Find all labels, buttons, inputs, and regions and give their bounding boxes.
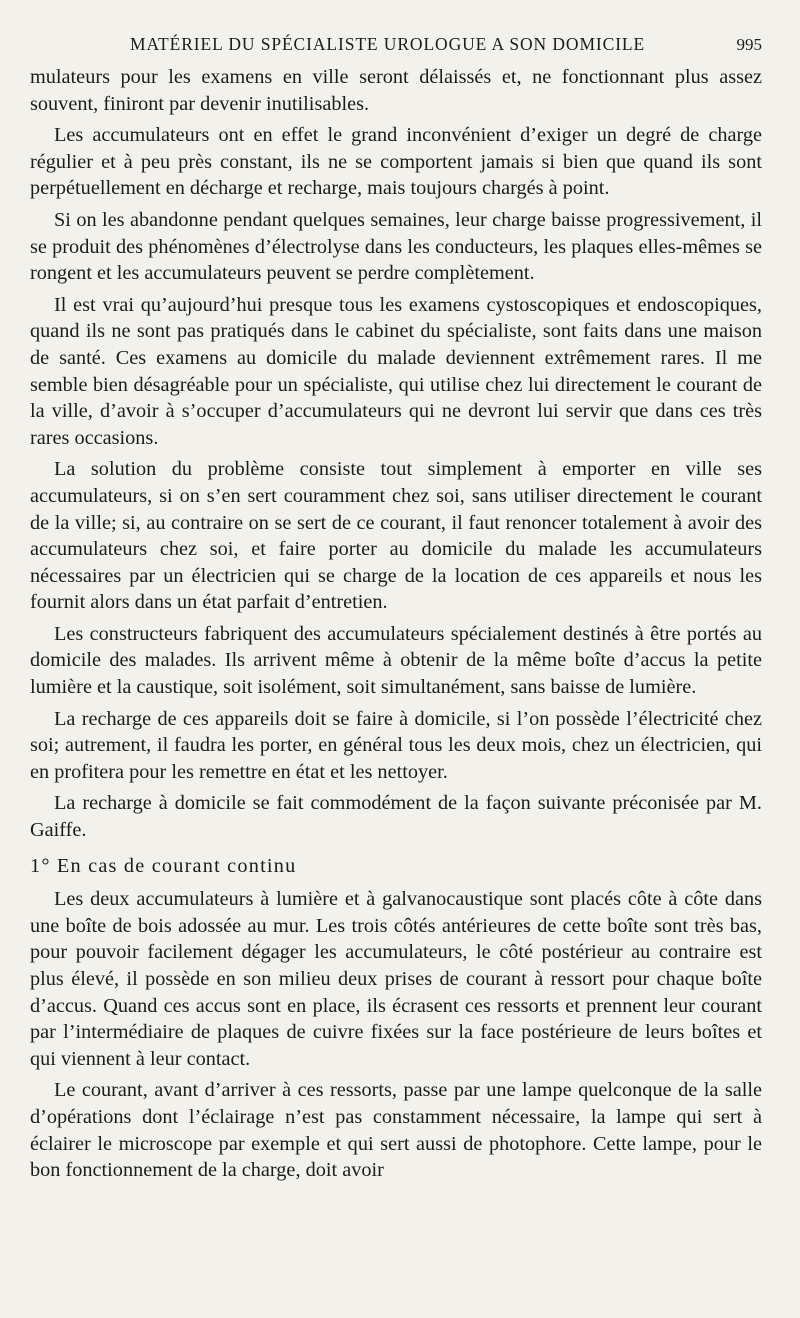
paragraph: Les deux accumulateurs à lumière et à galvanocaustique sont placés côte à côte dans une boîte de bois adossée au mur. Les trois côtés antérieures de cette boîte sont très bas, pour pouvoir facilement dégager les accumulateurs, le côté postérieur au contraire est plus élevé, il possède en son milieu deux prises de courant à ressort pour chaque boîte d’accus. Quand ces accus sont en place, ils écrasent ces ressorts et prennent leur courant par l’intermédiaire de plaques de cuivre fixées sur la face postérieure de leurs boîtes et qui viennent à leur contact. — [30, 888, 762, 1070]
paragraph: Il est vrai qu’aujourd’hui presque tous les examens cystoscopiques et endoscopiques, quand ils ne sont pas pratiqués dans le cabinet du spécialiste, sont faits dans une maison de santé. Ces examens au domicile du malade deviennent extrêmement rares. Il me semble bien désagréable pour un spécialiste, qui utilise chez lui directement le courant de la ville, d’avoir à s’occuper d’accumulateurs qui ne devront lui servir que dans ces très rares occasions. — [30, 293, 762, 449]
paragraph: mulateurs pour les examens en ville seront délaissés et, ne fonctionnant plus assez souvent, finiront par devenir inutilisables. — [30, 66, 762, 115]
running-title: MATÉRIEL DU SPÉCIALISTE UROLOGUE A SON DOMICILE — [130, 34, 646, 54]
section-heading: 1° En cas de courant continu — [30, 854, 297, 877]
paragraph: Si on les abandonne pendant quelques semaines, leur charge baisse progressivement, il se produit des phénomènes d’électrolyse dans les conducteurs, les plaques elles-mêmes se rongent et les accumulateurs peuvent se perdre complètement. — [30, 208, 762, 285]
running-head — [30, 34, 762, 64]
page-number: 995 — [736, 35, 762, 54]
paragraph: Les accumulateurs ont en effet le grand inconvénient d’exiger un degré de charge régulier et à peu près constant, ils ne se comportent jamais si bien que quand ils sont perpétuellement en décharge et recharge, mais toujours chargés à point. — [30, 124, 762, 200]
paragraph: La recharge de ces appareils doit se faire à domicile, si l’on possède l’électricité chez soi; autrement, il faudra les porter, en général tous les deux mois, chez un électricien, qui en profitera pour les remettre en état et les nettoyer. — [30, 707, 762, 783]
paragraph: La recharge à domicile se fait commodément de la façon suivante préconisée par M. Gaiffe. — [30, 792, 762, 842]
paragraph: Le courant, avant d’arriver à ces ressorts, passe par une lampe quelconque de la salle d’opérations dont l’éclairage n’est pas constamment nécessaire, la lampe qui sert à éclairer le microscope par exemple et qui sert aussi de photophore. Cette lampe, pour le bon fonctionnement de la charge, doit avoir — [30, 1079, 762, 1182]
body-text — [30, 64, 762, 1184]
paragraph: La solution du problème consiste tout simplement à emporter en ville ses accumulateurs, si on s’en sert couramment chez soi, sans utiliser directement le courant de la ville; si, au contraire on se sert de ce courant, il faut renoncer totalement à avoir des accumulateurs chez soi, et faire porter au domicile du malade les accumulateurs nécessaires par un électricien qui se charge de la location de ces appareils et nous les fournit alors dans un état parfait d’entretien. — [30, 458, 762, 614]
paragraph: Les constructeurs fabriquent des accumulateurs spécialement destinés à être portés au domicile des malades. Ils arrivent même à obtenir de la même boîte d’accus la petite lumière et la caustique, soit isolément, soit simultanément, sans baisse de lumière. — [30, 622, 762, 699]
